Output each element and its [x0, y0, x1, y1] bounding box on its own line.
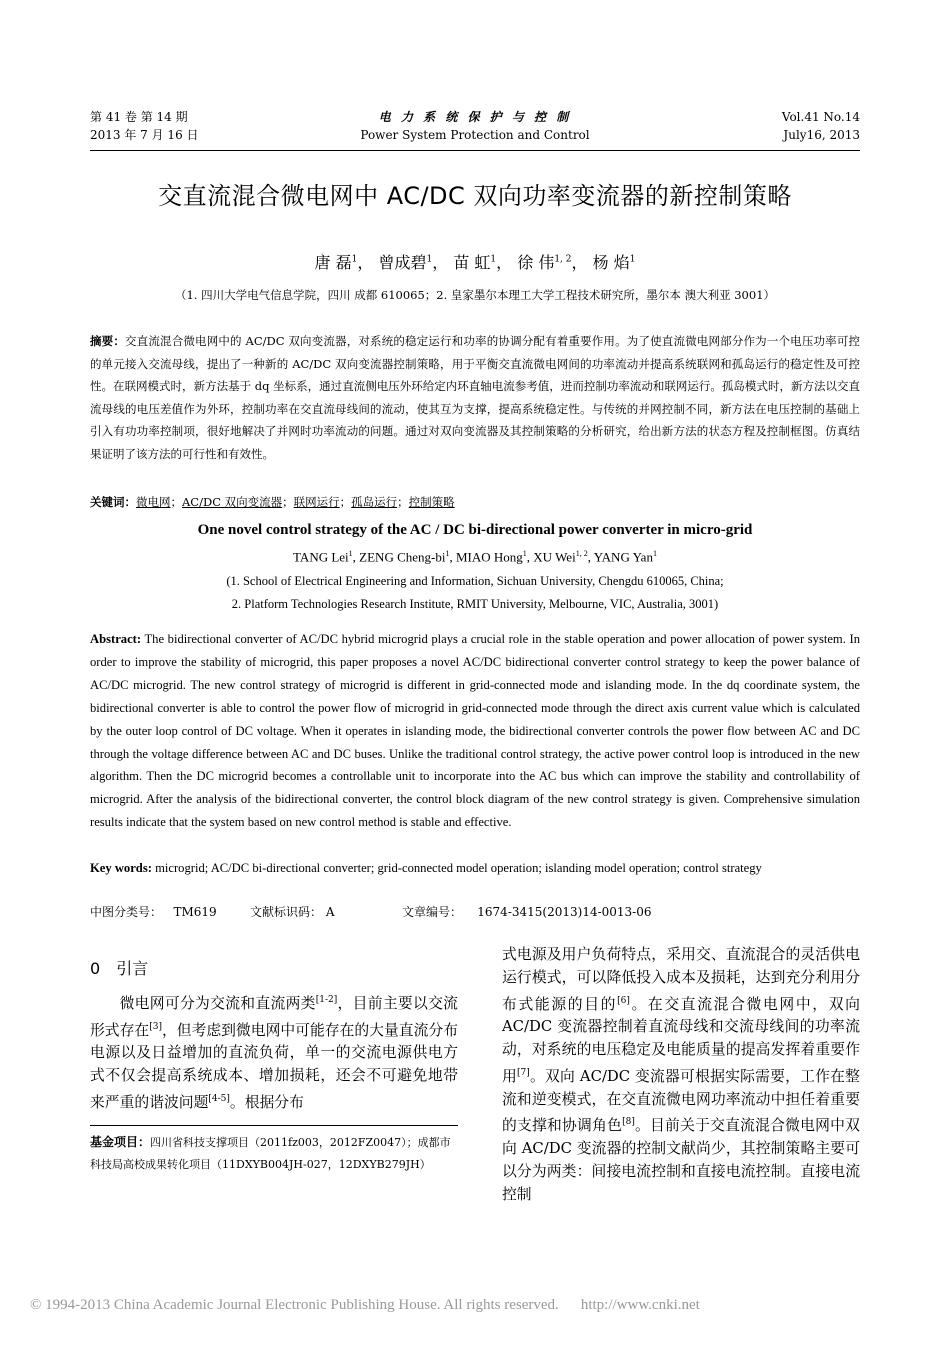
abstract-cn-text: 交直流混合微电网中的 AC/DC 双向变流器，对系统的稳定运行和功率的协调分配有着重要作用。为了使直流微电网部分作为一个电压功率可控的单元接入交流母线，提出了一种新的 AC/DC 双向变流器控制策略，用于平衡交直流微电网间的功率流动并提高系统联网和孤岛运行的稳定性及可控性。在联网模式时，新方法基于 dq 坐标系，通过直流侧电压外环给定内环直轴电流参考值，进而控制功率流动和联网运行。孤岛模式时，新方法以交直流母线的电压差值作为外环，控制功率在交直流母线间的流动，使其互为支撑，提高系统稳定性。与传统的并网控制不同，新方法在电压控制的基础上引入有功功率控制项，很好地解决了并网时功率流动的问题。通过对双向变流器及其控制策略的分析研究，给出新方法的状态方程及控制框图。仿真结果证明了该方法的可行性和有效性。: [90, 334, 860, 461]
journal-name-en: Power System Protection and Control: [360, 128, 590, 142]
author-affil-mark: 1, 2: [554, 254, 572, 265]
paper-page: [90, 0, 860, 1345]
paper-title-cn: 交直流混合微电网中 AC/DC 双向功率变流器的新控制策略: [158, 182, 792, 210]
copyright-text: © 1994-2013 China Academic Journal Electronic Publishing House. All rights reserved.: [30, 1297, 559, 1313]
keyword: 孤岛运行: [351, 495, 398, 509]
abstract-cn: [90, 330, 860, 466]
body-column-left: [90, 952, 458, 1115]
paper-title-en: One novel control strategy of the AC / DC bi-directional power converter in micro-grid: [197, 522, 753, 538]
keyword: 联网运行: [293, 495, 340, 509]
citation: [8]: [622, 1117, 635, 1128]
keywords-cn-label: 关键词：: [90, 495, 136, 509]
author-name-en: XU Wei: [533, 549, 576, 565]
citation: [7]: [517, 1067, 530, 1078]
author-affil-mark: 1: [629, 254, 636, 265]
abstract-en: [90, 628, 860, 834]
fund-text: 四川省科技支撑项目（2011fz003，2012FZ0047）；成都市科技局高校成果转化项目（11DXYB004JH-027，12DXYB279JH）: [90, 1136, 451, 1171]
affiliation-en-line-1: (1. School of Electrical Engineering and Information, Sichuan University, Chengdu 610065, China;: [226, 574, 724, 588]
author-affil-mark: 1, 2: [575, 549, 588, 558]
author-name: 曾成碧: [378, 253, 427, 272]
running-header: [90, 108, 860, 151]
body-paragraph: 式电源及用户负荷特点，采用交、直流混合的灵活供电运行模式，可以降低投入成本及损耗，达到充分利用分布式能源的目的[6]。在交直流混合微电网中，双向 AC/DC 变流器控制着直流母线和交流母线间的功率流动，对系统的电压稳定及电能质量的提高发挥着重要作用[7]。双向 AC/DC 变流器可根据实际需要，工作在整流和逆变模式，在交直流微电网功率流动中担任着重要的支撑和协调角色[8]。目前关于交直流混合微电网中双向 AC/DC 变流器的控制文献尚少，其控制策略主要可以分为两类：间接电流控制和直接电流控制。直接电流控制: [502, 946, 860, 1203]
abstract-cn-label: 摘要：: [90, 334, 126, 348]
author-affil-mark: 1: [426, 254, 433, 265]
abstract-en-text: The bidirectional converter of AC/DC hybrid microgrid plays a crucial role in the stable operation and power allocation of power system. In order to improve the stability of microgrid, this paper proposes a novel AC/DC bidirectional converter control strategy to keep the power balance of AC/DC microgrid. The new control strategy of microgrid is different in grid-connected mode and islanding mode. In the dq coordinate system, the bidirectional converter is able to control the power flow of microgrid in grid-connected mode through the direct axis current value which is calculated by the outer loop control of DC voltage. When it operates in islanding mode, the bidirectional converter controls the power flow between AC and DC through the voltage difference between AC and DC buses. Unlike the traditional control strategy, the active power control loop is introduced in the new algorithm. Then the DC microgrid becomes a controllable unit to incorporate into the AC bus which can improve the stability and controllability of microgrid. After the analysis of the bidirectional converter, the control block diagram of the new control strategy is given. Comprehensive simulation results indicate that the system based on new control method is stable and effective.: [90, 632, 860, 830]
page-footer-watermark: [30, 1297, 920, 1314]
keyword: AC/DC 双向变流器: [182, 495, 283, 509]
journal-name-cn: 电 力 系 统 保 护 与 控 制: [378, 110, 572, 124]
keywords-en-label: Key words:: [90, 861, 152, 875]
author-name-en: YANG Yan: [593, 549, 653, 565]
section-heading: [90, 958, 458, 981]
keywords-en-text: microgrid; AC/DC bi-directional converter; grid-connected model operation; islanding model operation; control strategy: [155, 861, 762, 875]
abstract-en-label: Abstract:: [90, 632, 142, 646]
author-name: 苗 虹: [453, 253, 491, 272]
article-number: 文章编号： 1674-3415(2013)14-0013-06: [402, 905, 652, 919]
date-en: July16, 2013: [783, 128, 860, 142]
clc-number: 中图分类号： TM619: [90, 905, 217, 919]
citation: [1-2]: [315, 994, 338, 1005]
body-paragraph: 微电网可分为交流和直流两类[1-2]，目前主要以交流形式存在[3]，但考虑到微电网中可能存在的大量直流分布电源以及日益增加的直流负荷，单一的交流电源供电方式不仅会提高系统成本、增加损耗，还会不可避免地带来严重的谐波问题[4-5]。根据分布: [90, 994, 458, 1111]
citation: [6]: [617, 995, 630, 1006]
affiliation-cn: （1. 四川大学电气信息学院，四川 成都 610065；2. 皇家墨尔本理工大学工程技术研究所，墨尔本 澳大利亚 3001）: [174, 288, 776, 302]
author-name: 唐 磊: [314, 253, 352, 272]
author-list-en: TANG Lei$^1$, ZENG Cheng-$bi^1$, MIAO Hong$^1$, XU Wei$^{1, 2}$, YANG Yan$^1$: [293, 549, 657, 565]
header-right: [782, 108, 860, 144]
author-name: 徐 伟: [517, 253, 555, 272]
author-list-cn: 唐 磊$^1$， 曾成碧$^1$， 苗 虹$^1$， 徐 伟$^{1, 2}$， 杨 焰$^1$: [314, 253, 636, 272]
keywords-cn: 关键词：微电网；AC/DC 双向变流器；联网运行；孤岛运行；控制策略: [90, 495, 455, 509]
citation: [4-5]: [208, 1093, 230, 1104]
cnki-link[interactable]: http://www.cnki.net: [580, 1297, 700, 1313]
body-column-right: [502, 944, 860, 1207]
keywords-en: [90, 858, 860, 878]
author-affil-mark: 1: [351, 254, 358, 265]
section-title: 引言: [116, 959, 149, 978]
citation: [3]: [149, 1021, 162, 1032]
fund-label: 基金项目：: [90, 1135, 151, 1149]
volume-cn: 第 41 卷 第 14 期: [90, 110, 188, 124]
keyword: 微电网: [136, 495, 171, 509]
keyword: 控制策略: [408, 495, 455, 509]
author-affil-mark: 1: [652, 549, 657, 558]
author-name-en: ZENG Cheng-bi: [359, 549, 446, 565]
document-code: 文献标识码： A: [250, 905, 335, 919]
affiliation-en-line-2: 2. Platform Technologies Research Institute, RMIT University, Melbourne, VIC, Australia, 3001): [231, 597, 719, 611]
author-name-en: MIAO Hong: [455, 549, 523, 565]
header-center: [90, 108, 860, 144]
author-affil-mark: 1: [348, 549, 353, 558]
author-name: 杨 焰: [592, 253, 630, 272]
volume-en: Vol.41 No.14: [781, 110, 860, 124]
author-name-en: TANG Lei: [293, 549, 349, 565]
author-affil-mark: 1: [522, 549, 527, 558]
fund-footnote: [90, 1125, 458, 1175]
date-cn: 2013 年 7 月 16 日: [90, 128, 199, 142]
author-affil-mark: 1: [490, 254, 497, 265]
author-affil-mark: 1: [445, 549, 450, 558]
section-number: 0: [90, 959, 101, 978]
